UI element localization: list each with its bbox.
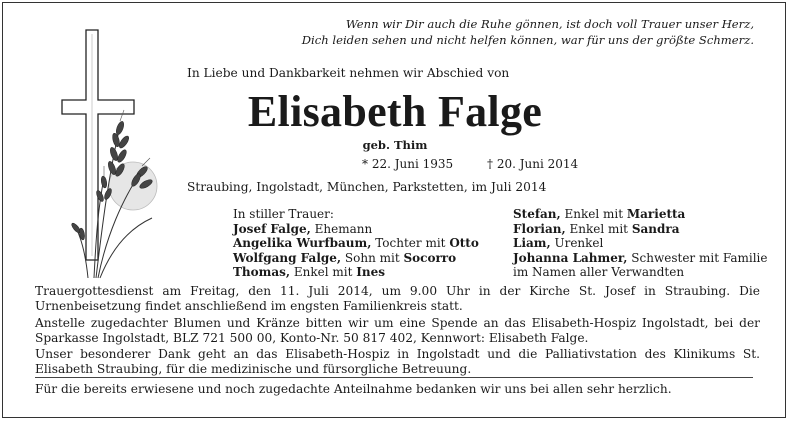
mourner-entry: Liam, Urenkel — [513, 236, 604, 250]
poem-line-1: Wenn wir Dir auch die Ruhe gönnen, ist doch voll Trauer unser Herz, — [345, 17, 754, 31]
birth-date: * 22. Juni 1935 — [362, 157, 454, 171]
mourner-entry: Josef Falge, Ehemann — [233, 221, 373, 236]
place-date-line: Straubing, Ingolstadt, München, Parkstetten, im Juli 2014 — [187, 180, 547, 194]
thanks-paragraph: Unser besonderer Dank geht an das Elisabeth-Hospiz in Ingolstadt und die Palliativstation des Klinikums St. Elisabeth Straubing, für die medizinische und fürsorgliche Betreuung. — [35, 347, 760, 376]
poem-line-2: Dich leiden sehen und nicht helfen können, war für uns der größte Schmerz. — [301, 33, 754, 47]
mourners-left — [233, 207, 479, 280]
maiden-name: geb. Thim — [362, 138, 428, 152]
mourner-entry: Florian, Enkel mit Sandra — [513, 221, 680, 236]
deceased-name: Elisabeth Falge — [247, 87, 543, 136]
mourner-entry: Angelika Wurfbaum, Tochter mit Otto — [233, 236, 479, 250]
cross-wheat-emblem — [58, 28, 158, 290]
death-date: † 20. Juni 2014 — [487, 157, 579, 171]
mourners-right — [513, 207, 768, 280]
donation-paragraph: Anstelle zugedachter Blumen und Kränze bitten wir um eine Spende an das Elisabeth-Hospiz Ingolstadt, bei der Sparkasse Ingolstadt, BLZ 721 500 00, Konto-Nr. 50 817 402, Kennwort: Elisabeth Falge. — [35, 316, 760, 345]
mourner-entry: Johanna Lahmer, Schwester mit Familie — [513, 250, 768, 265]
closing-paragraph: Für die bereits erwiesene und noch zugedachte Anteilnahme bedanken wir uns bei allen sehr herzlich. — [35, 382, 672, 396]
intro-text: In Liebe und Dankbarkeit nehmen wir Abschied von — [187, 66, 510, 80]
mourners-heading: In stiller Trauer: — [233, 207, 334, 221]
mourner-entry: Thomas, Enkel mit Ines — [233, 265, 385, 279]
service-paragraph: Trauergottesdienst am Freitag, den 11. Juli 2014, um 9.00 Uhr in der Kirche St. Josef in Straubing. Die Urnenbeisetzung findet anschließend im engsten Familienkreis statt. — [35, 284, 760, 313]
mourner-entry: im Namen aller Verwandten — [513, 265, 685, 279]
divider-line — [35, 377, 753, 378]
mourner-entry: Wolfgang Falge, Sohn mit Socorro — [233, 250, 457, 265]
mourner-entry: Stefan, Enkel mit Marietta — [513, 207, 686, 221]
